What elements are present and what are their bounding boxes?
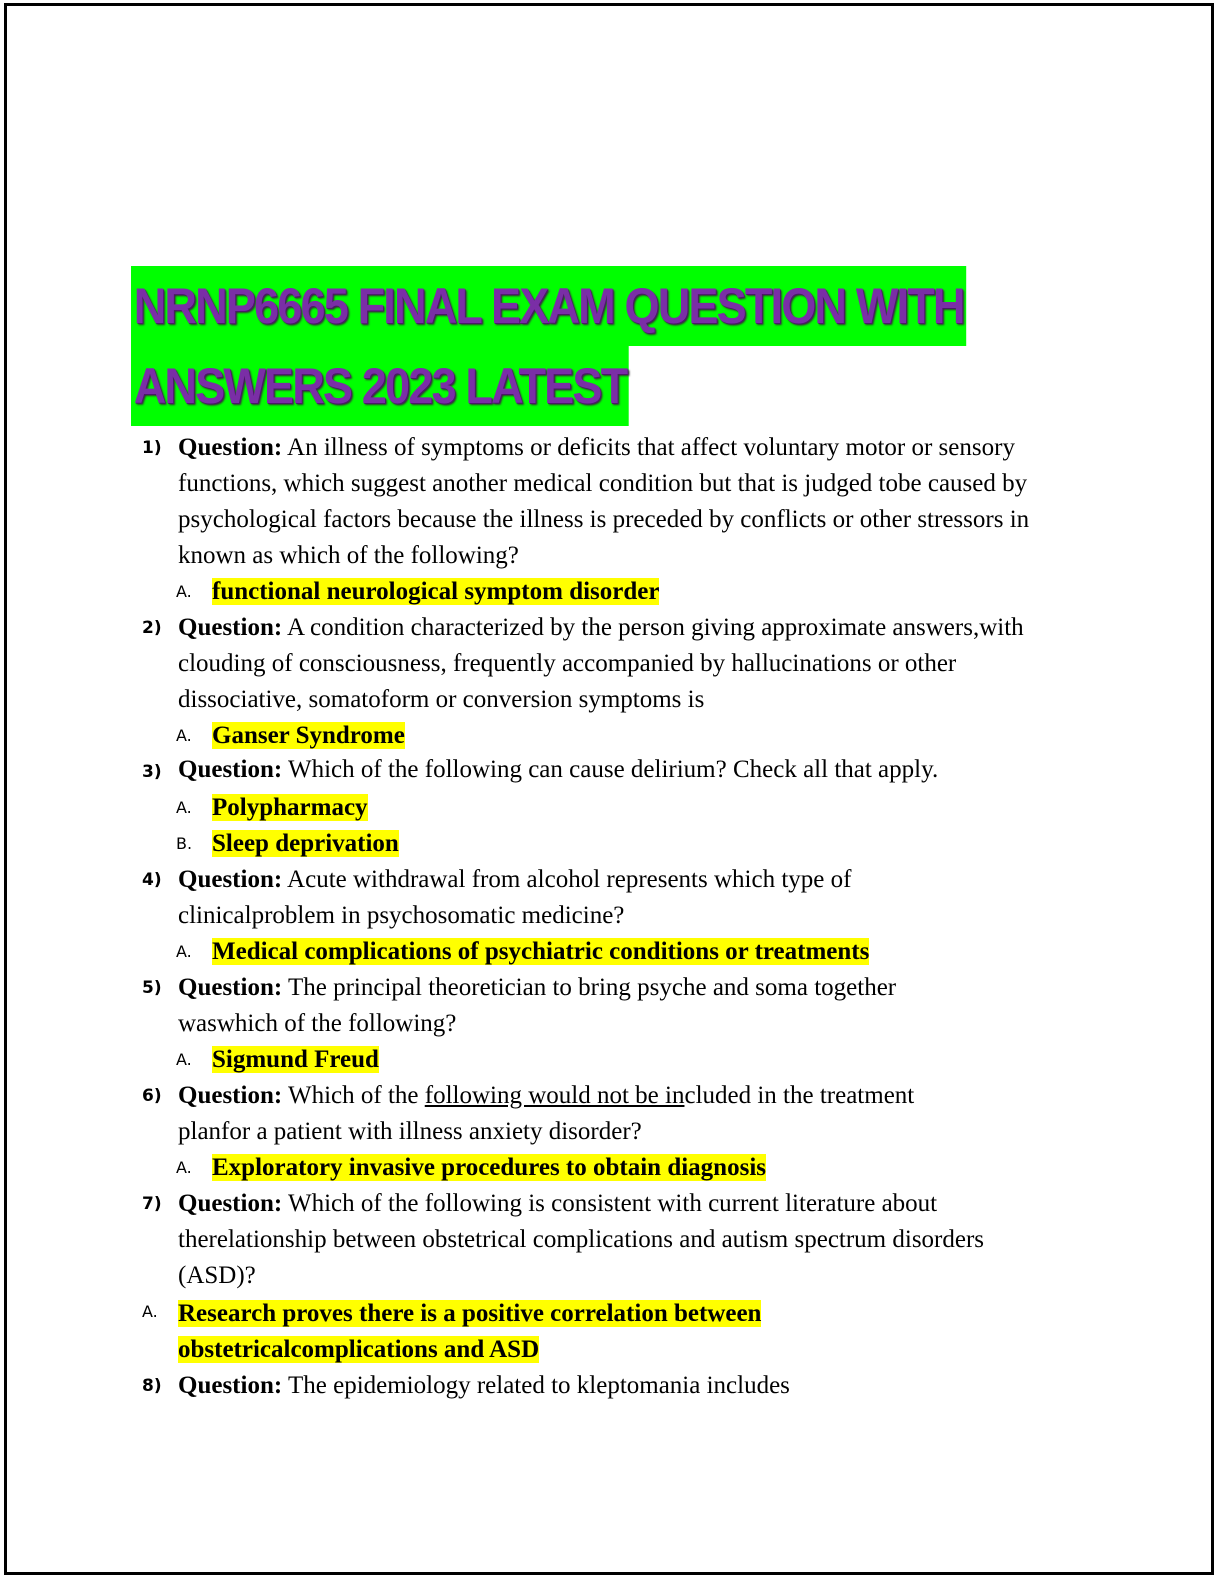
answer-letter: A.: [176, 942, 192, 961]
question-6: [142, 1078, 1062, 1150]
question-7: [142, 1186, 1062, 1294]
question-text: The epidemiology related to kleptomania includes: [282, 1372, 790, 1399]
question-label: Question:: [178, 756, 283, 783]
question-number: 6): [142, 1086, 162, 1106]
answer-1a: [176, 574, 1062, 610]
answer-letter: A.: [176, 582, 192, 601]
question-text: Which of the following can cause delirium? Check all that apply.: [282, 756, 939, 783]
answer-7a: [142, 1294, 1062, 1368]
question-text: Which of the following is consistent with current literature about therelationship between obstetrical complications and autism spectrum disorders (ASD)?: [178, 1190, 985, 1289]
question-number: 1): [142, 438, 162, 458]
answer-4a: [176, 934, 1062, 970]
question-text: A condition characterized by the person giving approximate answers,with clouding of consciousness, frequently accompanied by hallucinations or other dissociative, somatoform or conversion symptoms is: [178, 614, 1024, 713]
answer-text: Sigmund Freud: [212, 1046, 379, 1073]
question-label: Question:: [178, 974, 283, 1001]
answer-2a: [176, 718, 1062, 754]
answer-3b: [176, 826, 1062, 862]
answer-letter: A.: [176, 1158, 192, 1177]
question-text: An illness of symptoms or deficits that affect voluntary motor or sensory functions, which suggest another medical condition but that is judged tobe caused by psychological factors because the illness is preceded by conflicts or other stressors in known as which of the following?: [178, 434, 1030, 569]
answer-letter: A.: [176, 726, 192, 745]
question-4: [142, 862, 1062, 934]
answer-letter: A.: [142, 1302, 158, 1321]
question-8: [142, 1368, 1062, 1404]
question-list: [142, 430, 1062, 1404]
question-number: 5): [142, 978, 162, 998]
question-text: Acute withdrawal from alcohol represents which type of clinicalproblem in psychosomatic medicine?: [178, 866, 852, 929]
question-label: Question:: [178, 434, 283, 461]
question-5: [142, 970, 1062, 1042]
question-2: [142, 610, 1062, 718]
answer-text: Polypharmacy: [212, 794, 368, 821]
question-text: The principal theoretician to bring psyche and soma together waswhich of the following?: [178, 974, 897, 1037]
answer-5a: [176, 1042, 1062, 1078]
answer-text: functional neurological symptom disorder: [212, 578, 660, 605]
question-number: 2): [142, 618, 162, 638]
answer-text: Research proves there is a positive correlation between obstetricalcomplications and ASD: [178, 1300, 762, 1363]
answer-text: Sleep deprivation: [212, 830, 399, 857]
answer-text: Ganser Syndrome: [212, 722, 405, 749]
question-3: [142, 754, 1062, 790]
question-text-underlined: following would not be in: [424, 1082, 685, 1109]
question-number: 8): [142, 1376, 162, 1396]
answer-letter: A.: [176, 798, 192, 817]
title-line-2: ANSWERS 2023 LATEST: [131, 346, 629, 426]
answer-text: Exploratory invasive procedures to obtain diagnosis: [212, 1154, 766, 1181]
question-label: Question:: [178, 614, 283, 641]
question-number: 7): [142, 1194, 162, 1214]
question-1: [142, 430, 1062, 574]
title-line-1: NRNP6665 FINAL EXAM QUESTION WITH: [131, 266, 966, 346]
answer-6a: [176, 1150, 1062, 1186]
question-label: Question:: [178, 1190, 283, 1217]
answer-3a: [176, 790, 1062, 826]
question-label: Question:: [178, 866, 283, 893]
document-title: [131, 266, 1059, 426]
answer-letter: A.: [176, 1050, 192, 1069]
question-label: Question:: [178, 1082, 283, 1109]
answer-text: Medical complications of psychiatric conditions or treatments: [212, 938, 870, 965]
answer-letter: B.: [176, 834, 193, 853]
question-number: 4): [142, 870, 162, 890]
question-text-part-2: cluded in the treatment planfor a patient with illness anxiety disorder?: [178, 1082, 915, 1145]
question-number: 3): [142, 762, 162, 782]
question-text-part-1: Which of the: [282, 1082, 425, 1109]
question-label: Question:: [178, 1372, 283, 1399]
